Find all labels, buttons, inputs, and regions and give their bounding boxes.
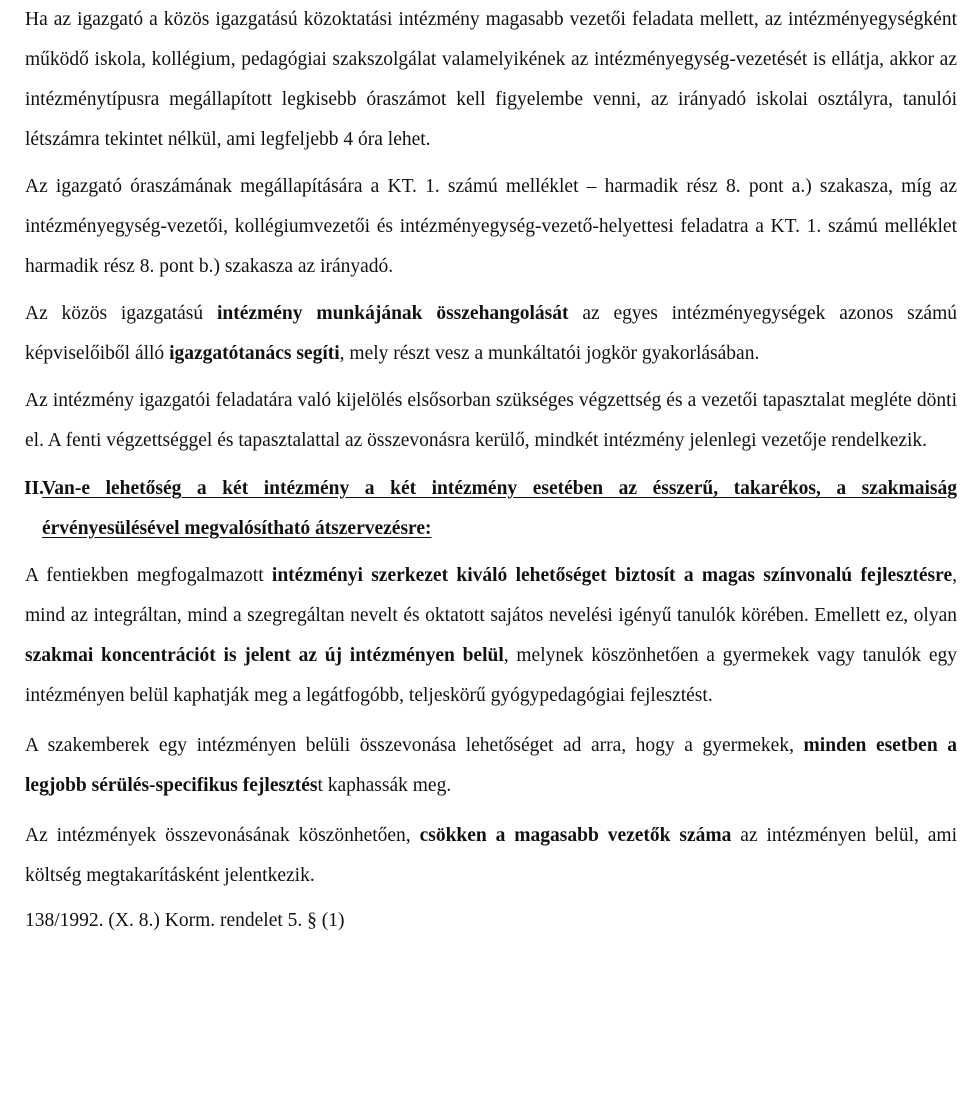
paragraph-board-of-directors [25,294,957,374]
text-run: A szakemberek egy intézményen belüli összevonása lehetőséget ad arra, hogy a gyermekek, [25,735,804,756]
section-title: Van-e lehetőség a két intézmény a két intézmény esetében az ésszerű, takarékos, a szakmaiság érvényesülésével megvalósítható átszervezésre: [42,478,957,539]
text-run: t kaphassák meg. [317,775,452,796]
paragraph-principal-teaching-hours: Ha az igazgató a közös igazgatású közoktatási intézmény magasabb vezetői feladata mellett, az intézményegységként működő iskola, kollégium, pedagógiai szakszolgálat valamelyikének az intézményegység-vezetését is ellátja, akkor az intézménytípusra megállapított legkisebb óraszámot kell figyelembe venni, az irányadó iskolai osztályra, tanulói létszámra tekintet nélkül, ami legfeljebb 4 óra lehet. [25,9,957,150]
text-run: az egyes intézményegységek azonos számú képviselőiből álló [25,303,957,364]
paragraph-cost-savings [25,816,957,896]
bold-run: szakmai koncentrációt is jelent az új intézményen belül [25,645,504,666]
section-number: II. [24,478,45,499]
section-heading-ii [25,469,957,549]
bold-run: igazgatótanács segíti [169,343,340,364]
text-run: , melynek köszönhetően a gyermekek vagy tanulók egy intézményen belül kaphatják meg a legátfogóbb, teljeskörű gyógypedagógiai fejlesztést. [25,645,957,706]
regulation-reference: 138/1992. (X. 8.) Korm. rendelet 5. § (1) [25,910,345,931]
paragraph-institutional-structure [25,556,957,716]
bold-run: csökken a magasabb vezetők száma [419,825,732,846]
text-run: Az intézmények összevonásának köszönhetően, [25,825,420,846]
text-run: , mind az integráltan, mind a szegregáltan nevelt és oktatott sajátos nevelési igényű tanulók körében. Emellett ez, olyan [25,565,957,626]
paragraph-specialists-merger [25,726,957,806]
paragraph-hours-regulation: Az igazgató óraszámának megállapítására a KT. 1. számú melléklet – harmadik rész 8. pont a.) szakasza, míg az intézményegység-vezetői, kollégiumvezetői és intézményegység-vezető-helyettesi feladatra a KT. 1. számú melléklet harmadik rész 8. pont b.) szakasza az irányadó. [25,176,957,277]
bold-run: intézmény munkájának összehangolását [216,303,569,324]
text-run: A fentiekben megfogalmazott [25,565,272,586]
text-run: , mely részt vesz a munkáltatói jogkör gyakorlásában. [339,343,760,364]
text-run: az intézményen belül, ami költség megtakarításként jelentkezik. [25,825,958,886]
bold-run: minden esetben a legjobb sérülés-specifikus fejlesztés [25,735,957,796]
text-run: Az közös igazgatású [25,303,217,324]
bold-run: intézményi szerkezet kiváló lehetőséget biztosít a magas színvonalú fejlesztésre [271,565,953,586]
paragraph-director-appointment: Az intézmény igazgatói feladatára való kijelölés elsősorban szükséges végzettség és a vezetői tapasztalat megléte dönti el. A fenti végzettséggel és tapasztalattal az összevonásra kerülő, mindkét intézmény jelenlegi vezetője rendelkezik. [25,390,957,451]
